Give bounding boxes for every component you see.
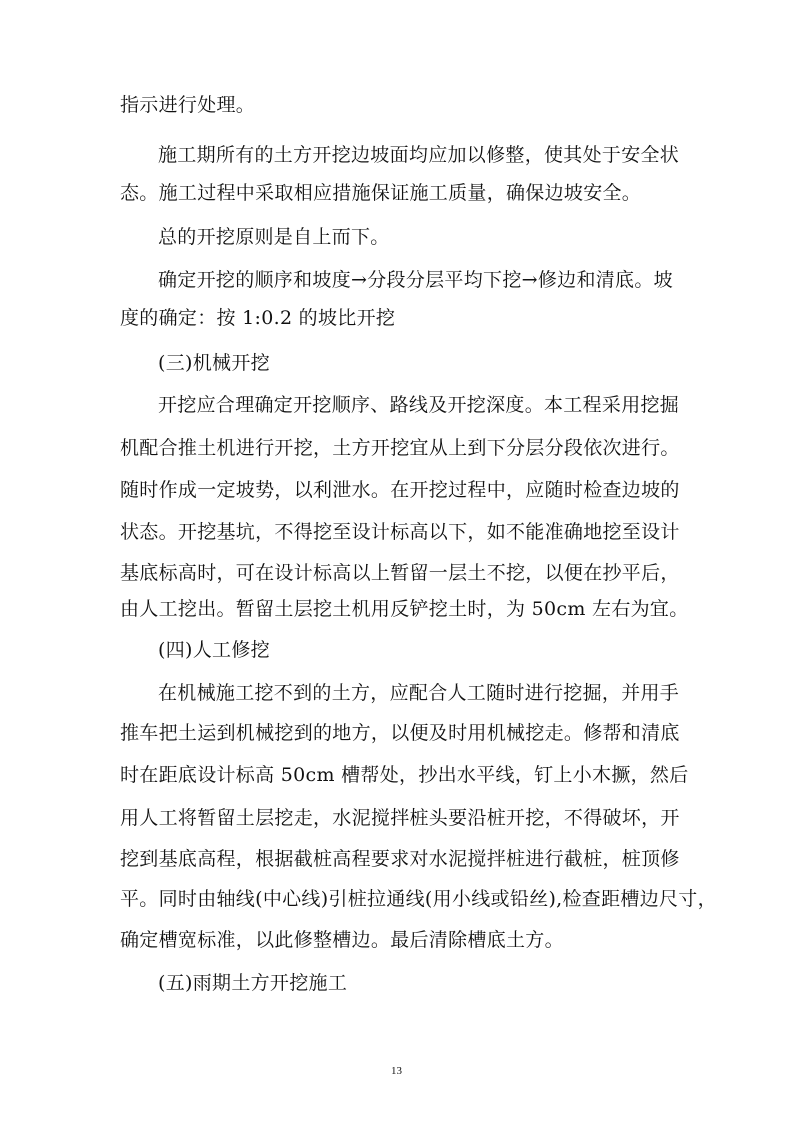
text-line: 推车把土运到机械挖到的地方，以便及时用机械挖走。修帮和清底	[120, 722, 680, 744]
section-heading: (三)机械开挖	[158, 352, 270, 374]
text-line: 态。施工过程中采取相应措施保证施工质量，确保边坡安全。	[120, 182, 642, 204]
page-number: 13	[391, 1065, 402, 1077]
text-line: 状态。开挖基坑，不得挖至设计标高以下，如不能准确地挖至设计	[120, 521, 680, 543]
text-line: 确定槽宽标准，以此修整槽边。最后清除槽底土方。	[120, 929, 564, 951]
text-line: 由人工挖出。暂留土层挖土机用反铲挖土时，为 50cm 左右为宜。	[120, 598, 689, 620]
text-line: 基底标高时，可在设计标高以上暂留一层土不挖，以便在抄平后，	[120, 562, 680, 584]
section-heading: (四)人工修挖	[158, 639, 270, 661]
text-line: 用人工将暂留土层挖走，水泥搅拌桩头要沿桩开挖，不得破坏，开	[120, 807, 680, 829]
text-line: 指示进行处理。	[120, 94, 256, 116]
section-heading: (五)雨期土方开挖施工	[158, 972, 348, 994]
text-line: 时在距底设计标高 50cm 槽帮处，抄出水平线，钉上小木撅，然后	[120, 764, 689, 786]
text-line: 确定开挖的顺序和坡度→分段分层平均下挖→修边和清底。坡	[158, 269, 673, 291]
text-line: 施工期所有的土方开挖边坡面均应加以修整，使其处于安全状	[158, 144, 680, 166]
text-line: 机配合推土机进行开挖，土方开挖宜从上到下分层分段依次进行。	[120, 437, 680, 459]
text-line: 开挖应合理确定开挖顺序、路线及开挖深度。本工程采用挖掘	[158, 394, 680, 416]
text-line: 在机械施工挖不到的土方，应配合人工随时进行挖掘，并用手	[158, 682, 680, 704]
text-line: 总的开挖原则是自上而下。	[158, 226, 390, 248]
text-line: 平。同时由轴线(中心线)引桩拉通线(用小线或铅丝),检查距槽边尺寸，	[120, 888, 717, 910]
text-line: 挖到基底高程，根据截桩高程要求对水泥搅拌桩进行截桩，桩顶修	[120, 848, 680, 870]
text-line: 随时作成一定坡势，以利泄水。在开挖过程中，应随时检查边坡的	[120, 479, 680, 501]
text-line: 度的确定：按 1:0.2 的坡比开挖	[120, 307, 396, 329]
